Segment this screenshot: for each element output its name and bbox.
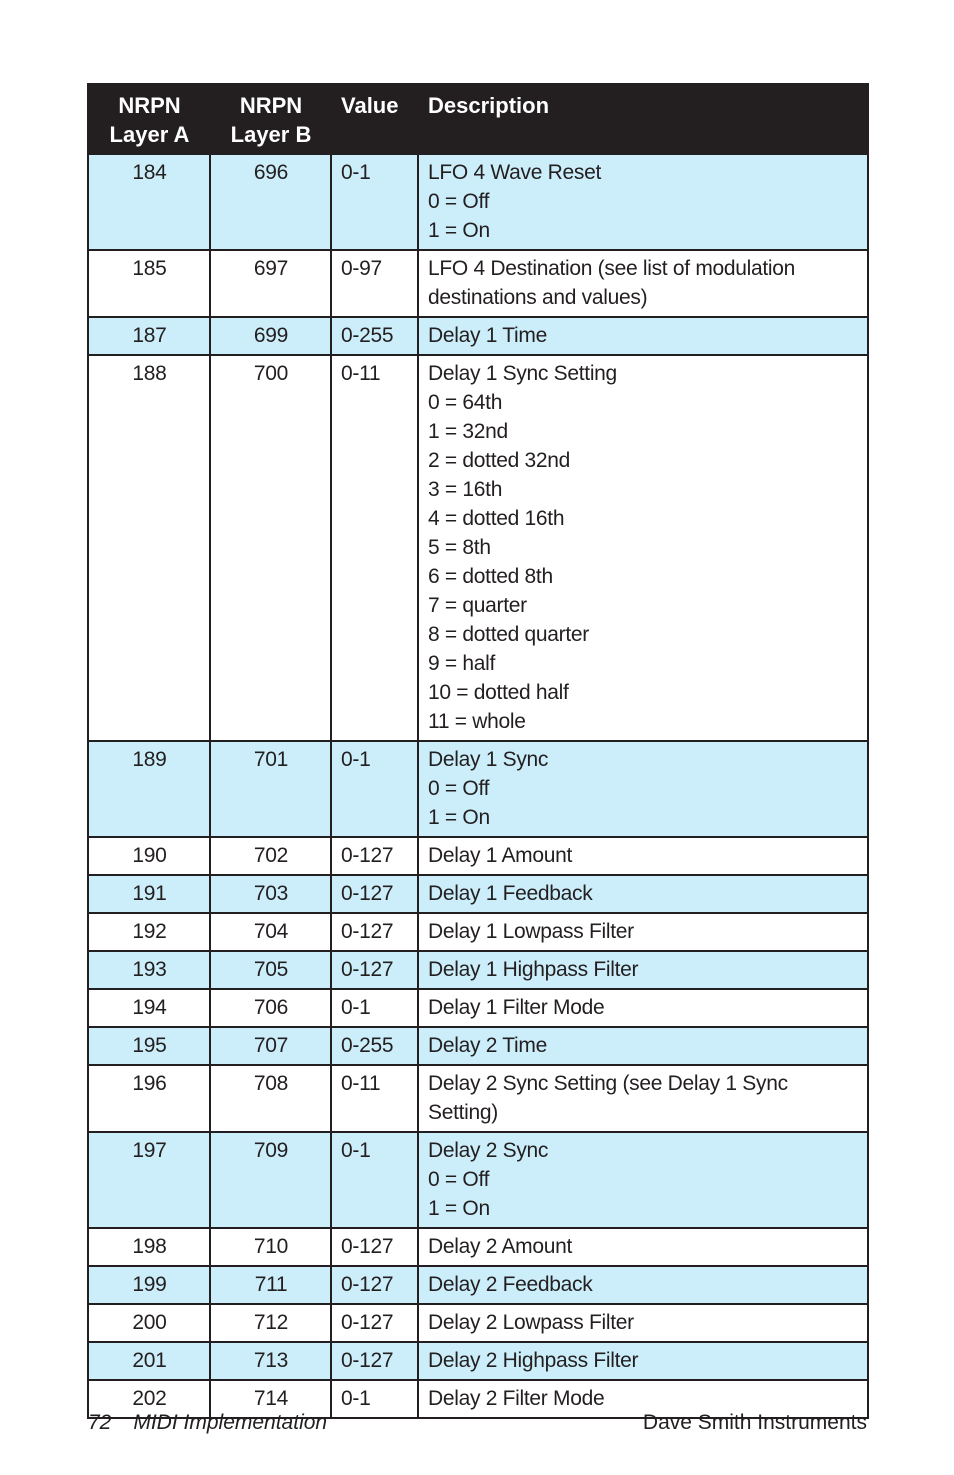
cell-description (418, 951, 868, 989)
cell-description (418, 1065, 868, 1132)
description-line: 9 = half (428, 652, 496, 675)
description-line: LFO 4 Destination (see list of modulation (428, 257, 796, 280)
cell-nrpn-layer-b: 712 (210, 1304, 331, 1342)
table-body (88, 154, 868, 1418)
cell-value: 0-127 (331, 951, 418, 989)
description-line: 4 = dotted 16th (428, 507, 565, 530)
cell-nrpn-layer-a: 194 (88, 989, 210, 1027)
description-line: 2 = dotted 32nd (428, 449, 571, 472)
cell-description (418, 741, 868, 837)
cell-nrpn-layer-a: 201 (88, 1342, 210, 1380)
cell-description (418, 154, 868, 250)
table-row (88, 1065, 868, 1132)
cell-description (418, 989, 868, 1027)
table-row (88, 989, 868, 1027)
cell-nrpn-layer-b: 713 (210, 1342, 331, 1380)
cell-description (418, 913, 868, 951)
description-line: destinations and values) (428, 286, 648, 309)
cell-nrpn-layer-b: 699 (210, 317, 331, 355)
table-header-row (88, 84, 868, 154)
nrpn-table (87, 83, 869, 1419)
cell-nrpn-layer-b: 706 (210, 989, 331, 1027)
cell-nrpn-layer-b: 703 (210, 875, 331, 913)
cell-description (418, 355, 868, 741)
cell-nrpn-layer-a: 202 (88, 1380, 210, 1418)
table-row (88, 317, 868, 355)
table-row (88, 951, 868, 989)
table-row (88, 741, 868, 837)
cell-nrpn-layer-a: 185 (88, 250, 210, 317)
cell-nrpn-layer-b: 709 (210, 1132, 331, 1228)
table-row (88, 1027, 868, 1065)
cell-value: 0-127 (331, 1228, 418, 1266)
cell-value: 0-1 (331, 989, 418, 1027)
header-nrpn-layer-b: NRPN Layer B (210, 84, 331, 154)
cell-nrpn-layer-a: 191 (88, 875, 210, 913)
cell-value: 0-127 (331, 1304, 418, 1342)
cell-value: 0-127 (331, 913, 418, 951)
description-line: Delay 2 Time (428, 1034, 547, 1057)
description-line: LFO 4 Wave Reset (428, 161, 601, 184)
cell-nrpn-layer-b: 700 (210, 355, 331, 741)
cell-value: 0-127 (331, 1342, 418, 1380)
cell-nrpn-layer-a: 188 (88, 355, 210, 741)
publisher-name: Dave Smith Instruments (642, 1411, 867, 1434)
cell-value: 0-127 (331, 875, 418, 913)
cell-nrpn-layer-b: 701 (210, 741, 331, 837)
cell-nrpn-layer-a: 189 (88, 741, 210, 837)
header-value: Value (331, 84, 418, 154)
description-line: 0 = Off (428, 190, 490, 213)
table-row (88, 875, 868, 913)
table-row (88, 355, 868, 741)
section-title: MIDI Implementation (133, 1411, 328, 1434)
cell-value: 0-11 (331, 355, 418, 741)
table-row (88, 154, 868, 250)
cell-description (418, 1228, 868, 1266)
description-line: Delay 2 Lowpass Filter (428, 1311, 634, 1334)
cell-value: 0-127 (331, 1266, 418, 1304)
cell-description (418, 250, 868, 317)
cell-nrpn-layer-a: 200 (88, 1304, 210, 1342)
cell-nrpn-layer-b: 707 (210, 1027, 331, 1065)
description-line: 6 = dotted 8th (428, 565, 553, 588)
description-line: 1 = On (428, 806, 490, 829)
header-nrpn-layer-a: NRPN Layer A (88, 84, 210, 154)
description-line: Delay 1 Time (428, 324, 547, 347)
cell-nrpn-layer-b: 704 (210, 913, 331, 951)
table-row (88, 250, 868, 317)
description-line: Delay 1 Amount (428, 844, 573, 867)
cell-value: 0-127 (331, 837, 418, 875)
page-number: 72 (88, 1411, 112, 1434)
cell-nrpn-layer-a: 190 (88, 837, 210, 875)
cell-value: 0-1 (331, 1380, 418, 1418)
description-line: Delay 1 Sync Setting (428, 362, 617, 385)
table-row (88, 837, 868, 875)
cell-description (418, 1132, 868, 1228)
description-line: Delay 1 Feedback (428, 882, 593, 905)
cell-nrpn-layer-a: 198 (88, 1228, 210, 1266)
cell-nrpn-layer-b: 708 (210, 1065, 331, 1132)
cell-description (418, 1266, 868, 1304)
description-line: Delay 2 Sync Setting (see Delay 1 Sync Setting) (428, 1072, 788, 1124)
description-line: 0 = Off (428, 1168, 490, 1191)
cell-nrpn-layer-a: 197 (88, 1132, 210, 1228)
description-line: 10 = dotted half (428, 681, 569, 704)
description-line: Delay 1 Filter Mode (428, 996, 605, 1019)
table-row (88, 1266, 868, 1304)
cell-nrpn-layer-b: 696 (210, 154, 331, 250)
table-row (88, 1304, 868, 1342)
footer-left (88, 1411, 327, 1435)
description-line: Delay 1 Lowpass Filter (428, 920, 634, 943)
cell-nrpn-layer-b: 711 (210, 1266, 331, 1304)
cell-value: 0-11 (331, 1065, 418, 1132)
cell-nrpn-layer-b: 705 (210, 951, 331, 989)
cell-value: 0-255 (331, 317, 418, 355)
table-row (88, 913, 868, 951)
description-line: 8 = dotted quarter (428, 623, 589, 646)
cell-description (418, 1304, 868, 1342)
description-line: 1 = 32nd (428, 420, 508, 443)
description-line: Delay 2 Feedback (428, 1273, 593, 1296)
cell-nrpn-layer-a: 184 (88, 154, 210, 250)
cell-value: 0-255 (331, 1027, 418, 1065)
cell-description (418, 1027, 868, 1065)
cell-value: 0-1 (331, 741, 418, 837)
description-line: Delay 2 Sync (428, 1139, 549, 1162)
description-line: 11 = whole (428, 710, 526, 733)
description-line: Delay 1 Sync (428, 748, 549, 771)
description-line: 1 = On (428, 1197, 490, 1220)
cell-description (418, 1342, 868, 1380)
header-description: Description (418, 84, 868, 154)
cell-value: 0-1 (331, 154, 418, 250)
table-row (88, 1228, 868, 1266)
description-line: Delay 1 Highpass Filter (428, 958, 639, 981)
cell-description (418, 317, 868, 355)
cell-nrpn-layer-a: 192 (88, 913, 210, 951)
cell-nrpn-layer-a: 199 (88, 1266, 210, 1304)
cell-description (418, 837, 868, 875)
cell-nrpn-layer-b: 702 (210, 837, 331, 875)
cell-nrpn-layer-a: 193 (88, 951, 210, 989)
description-line: 5 = 8th (428, 536, 491, 559)
description-line: Delay 2 Filter Mode (428, 1387, 605, 1410)
description-line: Delay 2 Highpass Filter (428, 1349, 639, 1372)
description-line: 0 = Off (428, 777, 490, 800)
cell-nrpn-layer-a: 187 (88, 317, 210, 355)
cell-nrpn-layer-b: 710 (210, 1228, 331, 1266)
cell-description (418, 875, 868, 913)
description-line: 7 = quarter (428, 594, 527, 617)
cell-value: 0-97 (331, 250, 418, 317)
table-row (88, 1342, 868, 1380)
cell-nrpn-layer-b: 714 (210, 1380, 331, 1418)
cell-value: 0-1 (331, 1132, 418, 1228)
description-line: 1 = On (428, 219, 490, 242)
cell-nrpn-layer-a: 196 (88, 1065, 210, 1132)
cell-nrpn-layer-b: 697 (210, 250, 331, 317)
description-line: Delay 2 Amount (428, 1235, 573, 1258)
description-line: 3 = 16th (428, 478, 503, 501)
description-line: 0 = 64th (428, 391, 503, 414)
table-row (88, 1132, 868, 1228)
cell-nrpn-layer-a: 195 (88, 1027, 210, 1065)
